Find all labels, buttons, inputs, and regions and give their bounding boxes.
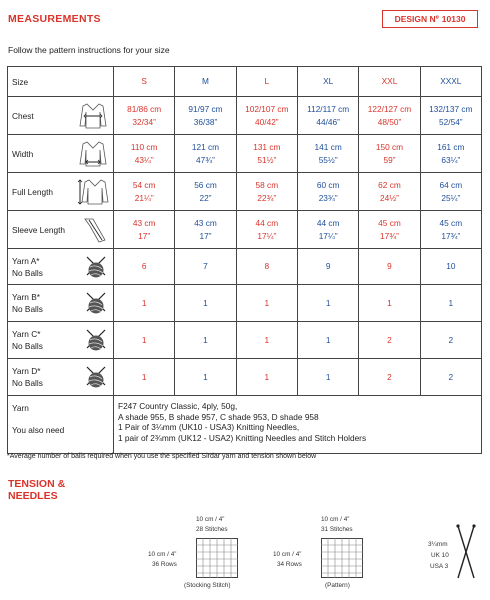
yarn-count: 2 — [359, 359, 420, 396]
yarn-sublabel: No Balls — [12, 304, 43, 314]
swatch1-rows: 36 Rows — [152, 561, 177, 568]
yarn-info-row — [8, 396, 482, 454]
value-in: 17” — [199, 230, 212, 241]
value-cm: 102/107 cm — [245, 103, 289, 114]
yarn-ball-icon — [83, 328, 109, 352]
swatch2-stitches: 31 Stitches — [321, 526, 353, 533]
value-in: 43¼” — [134, 154, 154, 165]
value-in: 17¾” — [441, 230, 461, 241]
yarn-count: 1 — [236, 359, 297, 396]
design-number: 10130 — [441, 14, 466, 24]
swatch2-height: 10 cm / 4” — [273, 551, 302, 558]
value-in: 48/50” — [377, 116, 402, 127]
yarn-count: 6 — [114, 249, 175, 285]
value-cm: 54 cm — [132, 179, 156, 190]
value-in: 17¼” — [318, 230, 338, 241]
swatch2-caption: (Pattern) — [325, 582, 350, 589]
design-number-badge — [382, 10, 478, 28]
yarn-count: 9 — [359, 249, 420, 285]
section-title-measurements: MEASUREMENTS — [8, 13, 101, 25]
size-l: L — [236, 67, 297, 97]
yarn-row-c — [8, 322, 482, 359]
yarn-label: Yarn B* — [12, 292, 40, 302]
size-xxl: XXL — [359, 67, 420, 97]
value-in: 51½” — [257, 154, 277, 165]
yarn-count: 7 — [175, 249, 236, 285]
yarn-count: 2 — [420, 359, 481, 396]
swatch1-height: 10 cm / 4” — [148, 551, 177, 558]
value-in: 52/54” — [439, 116, 463, 127]
yarn-count: 1 — [175, 322, 236, 359]
value-cm: 60 cm — [316, 179, 340, 190]
value-in: 63¼” — [441, 154, 461, 165]
value-in: 21¼” — [134, 192, 154, 203]
yarn-count: 10 — [420, 249, 481, 285]
value-cm: 44 cm — [316, 217, 340, 228]
garment-chest-icon — [77, 102, 109, 130]
measure-row-width — [8, 135, 482, 173]
value-in: 32/34” — [132, 116, 156, 127]
value-cm: 45 cm — [378, 217, 401, 228]
tension-title-line1: TENSION & — [8, 478, 66, 490]
size-xxxl: XXXL — [420, 67, 481, 97]
value-in: 22¾” — [257, 192, 277, 203]
needle-size: 3¼mm — [428, 541, 448, 548]
swatch2-width: 10 cm / 4” — [321, 516, 350, 523]
size-s: S — [114, 67, 175, 97]
size-header-label: Size — [8, 67, 114, 97]
value-cm: 43 cm — [132, 217, 156, 228]
value-in: 44/46” — [316, 116, 340, 127]
value-in: 17¾” — [380, 230, 399, 241]
value-in: 59” — [383, 154, 396, 165]
yarn-sublabel: No Balls — [12, 378, 43, 388]
measure-label: Chest — [12, 110, 34, 121]
value-cm: 58 cm — [255, 179, 279, 190]
value-cm: 43 cm — [194, 217, 217, 228]
yarn-label: Yarn A* — [12, 255, 40, 266]
measure-label: Full Length — [12, 186, 54, 197]
swatch2-grid — [321, 538, 363, 578]
also-need-label: You also need — [12, 425, 65, 435]
yarn-sublabel: No Balls — [12, 267, 43, 278]
measure-row-chest — [8, 97, 482, 135]
yarn-row-b — [8, 285, 482, 322]
yarn-label: Yarn D* — [12, 366, 41, 376]
measure-row-sleeve-length — [8, 211, 482, 249]
value-cm: 45 cm — [439, 217, 463, 228]
value-in: 36/38” — [193, 116, 218, 127]
knitting-needles-icon — [456, 524, 476, 580]
yarn-count: 1 — [114, 285, 175, 322]
yarn-ball-icon — [83, 291, 109, 315]
garment-length-icon — [77, 178, 109, 206]
size-header-row — [8, 67, 482, 97]
yarn-count: 1 — [297, 322, 358, 359]
yarn-count: 8 — [236, 249, 297, 285]
yarn-count: 1 — [297, 285, 358, 322]
tension-title-line2: NEEDLES — [8, 490, 58, 502]
yarn-count: 1 — [420, 285, 481, 322]
size-table — [7, 66, 482, 454]
needle-usa: USA 3 — [430, 563, 449, 570]
swatch1-width: 10 cm / 4” — [196, 516, 225, 523]
swatch1-caption: (Stocking Stitch) — [184, 582, 231, 589]
measure-label: Width — [12, 148, 34, 159]
yarn-label: Yarn C* — [12, 329, 41, 339]
value-in: 22” — [199, 192, 212, 203]
value-cm: 112/117 cm — [307, 103, 350, 114]
swatch2-rows: 34 Rows — [277, 561, 302, 568]
footnote: *Average number of balls required when you use the specified Sirdar yarn and tension shown below — [7, 453, 317, 460]
value-cm: 91/97 cm — [188, 103, 223, 114]
measure-label: Sleeve Length — [12, 224, 66, 235]
measure-row-full-length — [8, 173, 482, 211]
value-cm: 64 cm — [439, 179, 463, 190]
yarn-info-line: A shade 955, B shade 957, C shade 953, D shade 958 — [118, 411, 319, 422]
value-in: 24½” — [380, 192, 399, 203]
design-prefix: DESIGN Nº — [394, 14, 439, 24]
yarn-info-label: Yarn — [12, 403, 29, 413]
value-in: 47¾” — [196, 154, 215, 165]
value-in: 55½” — [318, 154, 338, 165]
swatch1-grid — [196, 538, 238, 578]
value-cm: 141 cm — [314, 141, 342, 152]
yarn-count: 1 — [175, 285, 236, 322]
yarn-count: 9 — [297, 249, 358, 285]
yarn-count: 1 — [114, 359, 175, 396]
value-in: 17¼” — [257, 230, 277, 241]
value-cm: 56 cm — [194, 179, 217, 190]
yarn-row-d — [8, 359, 482, 396]
yarn-count: 1 — [236, 285, 297, 322]
yarn-count: 1 — [297, 359, 358, 396]
needle-uk: UK 10 — [431, 552, 449, 559]
tension-title — [8, 478, 65, 502]
yarn-count: 1 — [114, 322, 175, 359]
value-cm: 81/86 cm — [127, 103, 162, 114]
value-cm: 110 cm — [130, 141, 158, 152]
value-in: 17” — [138, 230, 151, 241]
value-cm: 150 cm — [375, 141, 404, 152]
value-cm: 131 cm — [253, 141, 281, 152]
garment-width-icon — [77, 140, 109, 168]
value-in: 25¼” — [441, 192, 461, 203]
size-xl: XL — [297, 67, 358, 97]
yarn-count: 2 — [420, 322, 481, 359]
value-cm: 161 cm — [437, 141, 465, 152]
sleeve-length-icon — [77, 216, 109, 244]
yarn-info-line: 1 Pair of 3¼mm (UK10 - USA3) Knitting Needles, — [118, 422, 300, 433]
yarn-sublabel: No Balls — [12, 341, 43, 351]
value-in: 40/42” — [255, 116, 279, 127]
yarn-count: 1 — [236, 322, 297, 359]
yarn-info-line: F247 Country Classic, 4ply, 50g, — [118, 401, 238, 411]
value-cm: 121 cm — [191, 141, 220, 152]
value-cm: 44 cm — [255, 217, 279, 228]
value-cm: 62 cm — [378, 179, 401, 190]
intro-text: Follow the pattern instructions for your size — [8, 45, 170, 55]
yarn-info-line: 1 pair of 2¾mm (UK12 - USA2) Knitting Needles and Stitch Holders — [118, 432, 367, 443]
yarn-ball-icon — [83, 255, 109, 279]
yarn-count: 1 — [359, 285, 420, 322]
swatch1-stitches: 28 Stitches — [196, 526, 228, 533]
size-m: M — [175, 67, 236, 97]
value-cm: 122/127 cm — [367, 103, 412, 114]
yarn-ball-icon — [83, 365, 109, 389]
yarn-count: 2 — [359, 322, 420, 359]
value-cm: 132/137 cm — [429, 103, 473, 114]
yarn-count: 1 — [175, 359, 236, 396]
yarn-row-a — [8, 249, 482, 285]
value-in: 23¾” — [318, 192, 338, 203]
